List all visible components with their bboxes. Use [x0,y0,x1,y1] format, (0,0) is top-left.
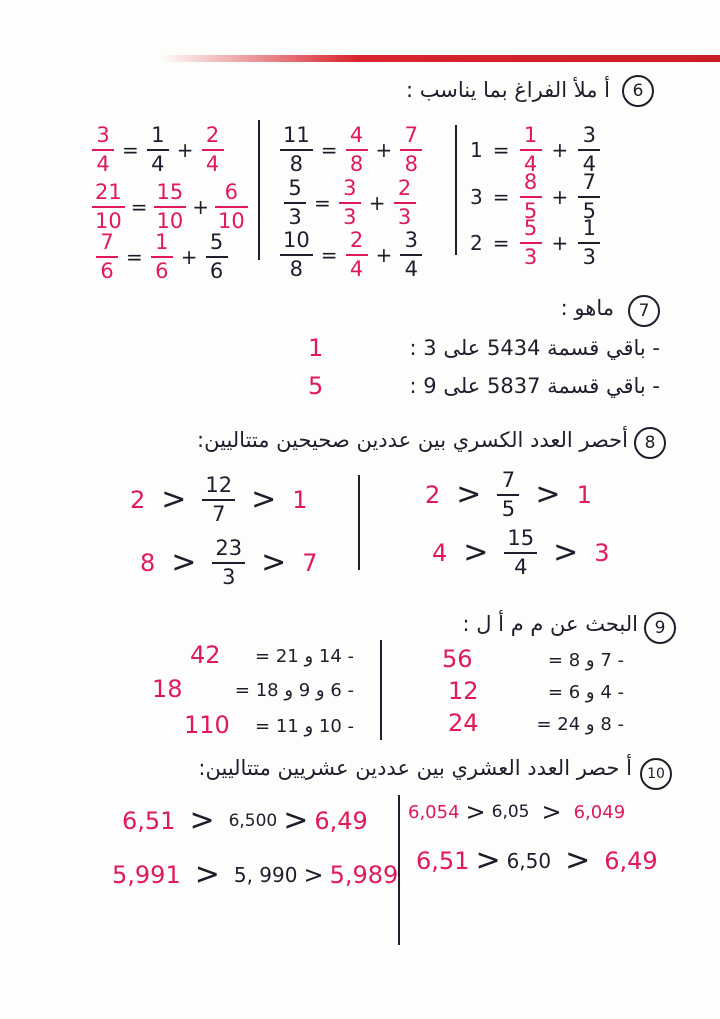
ex6-left-row-3: $\frac{7}{6}$ = $\frac{1}{6}$ + $\frac{5}{6}$ [96,232,228,282]
ex9-right-1: - 7 و 8 = [547,650,624,671]
ex6-right-row-2: 3 = $\frac{8}{5}$ + $\frac{7}{5}$ [470,172,600,222]
ex10-item-3: 6,51 > 6,50 > 6,49 [416,843,658,878]
ex7-line-2: - باقي قسمة 5837 على 9 : [409,374,660,398]
ex9-left-2: - 6 و 9 و 18 = [234,680,354,701]
ex8-item-4: 8 > $\frac{23}{3}$ > 7 [140,536,318,589]
ex6-mid-row-2: $\frac{5}{3}$ = $\frac{3}{3}$ + $\frac{2}{3}$ [284,178,416,228]
ex6-left-row-2: $\frac{21}{10}$ = $\frac{15}{10}$ + $\frac{6}{10}$ [92,182,248,232]
ex9-right-3-answer: 24 [448,709,479,737]
ex6-mid-row-1: $\frac{11}{8}$ = $\frac{4}{8}$ + $\frac{7}{8}$ [280,125,422,175]
exercise-8-number: 8 [634,427,666,459]
ex6-right-row-1: 1 = $\frac{1}{4}$ + $\frac{3}{4}$ [470,125,600,175]
ex9-left-1-answer: 42 [190,641,221,669]
ex7-answer-1: 1 [308,334,324,362]
ex10-item-4: 5,991 > 5, 990 > 5,989 [112,857,399,892]
divider [380,640,382,740]
ex9-left-3: - 10 و 11 = [255,716,354,737]
exercise-7-title: ماهو : [560,296,614,320]
exercise-7-number: 7 [628,295,660,327]
ex6-right-row-3: 2 = $\frac{5}{3}$ + $\frac{1}{3}$ [470,218,600,268]
ex9-left-1: - 14 و 21 = [255,646,354,667]
ex9-left-2-answer: 18 [152,675,183,703]
exercise-9-title: البحث عن م م أ ل : [462,612,638,636]
exercise-10-number: 10 [640,758,672,790]
ex9-right-2-answer: 12 [448,677,479,705]
ex9-right-2: - 4 و 6 = [547,682,624,703]
divider [455,125,457,255]
ex10-item-2: 6,51 > 6,500 > 6,49 [122,803,368,838]
ex10-item-1: 6,054 > 6,05 > 6,049 [408,798,626,826]
exercise-6-number: 6 [622,75,654,107]
ex8-item-2: 2 > $\frac{12}{7}$ > 1 [130,473,308,526]
header-accent-bar [160,55,720,62]
exercise-6-title: أ ملأ الفراغ بما يناسب : [405,78,610,102]
ex8-item-1: 2 > $\frac{7}{5}$ > 1 [425,468,592,521]
ex9-left-3-answer: 110 [184,711,230,739]
ex7-answer-2: 5 [308,372,324,400]
exercise-8-title: أحصر العدد الكسري بين عددين صحيحين متتاليين: [197,428,628,452]
ex6-mid-row-3: $\frac{10}{8}$ = $\frac{2}{4}$ + $\frac{3}{4}$ [280,230,422,280]
divider [258,120,260,260]
exercise-9-number: 9 [644,612,676,644]
divider [358,475,360,570]
ex9-right-3: - 8 و 24 = [536,714,624,735]
ex9-right-1-answer: 56 [442,645,473,673]
exercise-10-title: أ حصر العدد العشري بين عددين عشريين متتاليين: [198,756,632,780]
ex7-line-1: - باقي قسمة 5434 على 3 : [409,336,660,360]
ex8-item-3: 4 > $\frac{15}{4}$ > 3 [432,526,610,579]
ex6-left-row-1: $\frac{3}{4}$ = $\frac{1}{4}$ + $\frac{2}{4}$ [92,125,224,175]
